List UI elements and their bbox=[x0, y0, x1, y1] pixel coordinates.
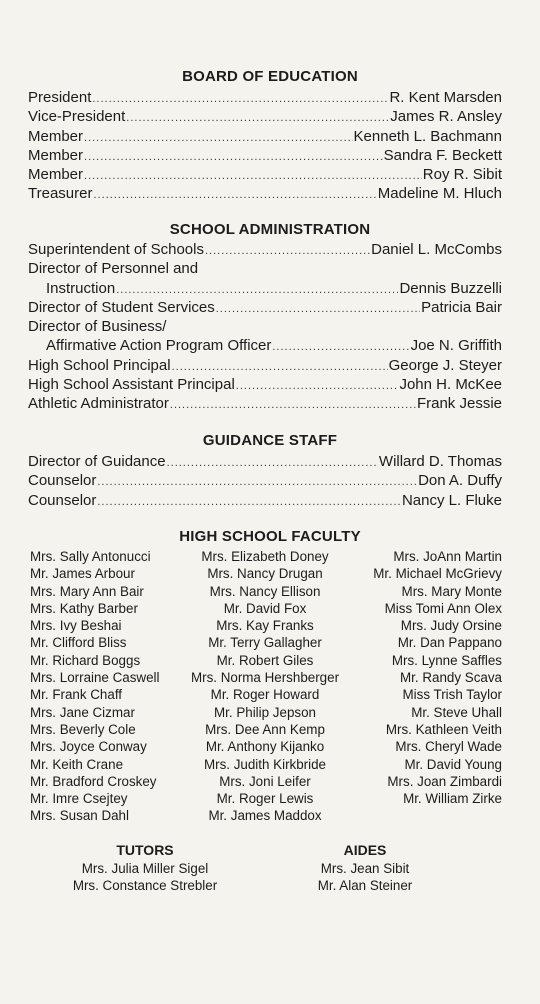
faculty-name: Mrs. Mary Ann Bair bbox=[30, 583, 144, 599]
person-name: Daniel L. McCombs bbox=[371, 241, 502, 258]
faculty-column-2 bbox=[180, 548, 350, 825]
faculty-name: Mrs. Kay Franks bbox=[216, 618, 314, 634]
person-name: Roy R. Sibit bbox=[422, 166, 502, 184]
leader-dots bbox=[126, 109, 389, 128]
leader-dots bbox=[92, 90, 388, 109]
board-list bbox=[28, 88, 502, 204]
admin-row bbox=[28, 279, 502, 298]
faculty-name: Mr. Dan Pappano bbox=[397, 635, 502, 651]
faculty-name: Miss Tomi Ann Olex bbox=[384, 600, 502, 616]
guidance-heading: GUIDANCE STAFF bbox=[202, 432, 338, 449]
faculty-name: Mr. Randy Scava bbox=[400, 670, 502, 686]
leader-dots bbox=[216, 300, 420, 319]
faculty-name: Mr. Frank Chaff bbox=[30, 687, 123, 703]
person-name: John H. McKee bbox=[399, 376, 502, 394]
admin-row bbox=[28, 240, 502, 259]
leader-dots bbox=[97, 493, 401, 512]
faculty-name: Mr. James Arbour bbox=[30, 566, 135, 582]
faculty-name: Mr. Keith Crane bbox=[30, 756, 124, 772]
person-name: Dennis Buzzelli bbox=[399, 279, 502, 297]
role-label: High School Assistant Principal bbox=[28, 376, 235, 394]
faculty-name: Mr. William Zirke bbox=[403, 791, 502, 807]
role-label: President bbox=[28, 89, 92, 106]
faculty-name: Mrs. Judy Orsine bbox=[400, 618, 502, 634]
faculty-name: Mr. Imre Csejtey bbox=[30, 791, 128, 807]
faculty-name: Mr. James Maddox bbox=[208, 808, 322, 824]
role-label: Counselor bbox=[28, 472, 97, 490]
tutors-list bbox=[50, 860, 240, 895]
leader-dots bbox=[84, 148, 383, 167]
role-label: Instruction bbox=[46, 279, 116, 297]
tutor-name: Mrs. Julia Miller Sigel bbox=[81, 861, 209, 876]
person-name: George J. Steyer bbox=[388, 356, 502, 374]
faculty-name: Mrs. Kathy Barber bbox=[30, 600, 138, 616]
role-label: Director of Guidance bbox=[28, 453, 166, 470]
role-label: Member bbox=[28, 127, 84, 145]
faculty-name: Mrs. Jane Cizmar bbox=[30, 704, 135, 720]
aide-name: Mrs. Jean Sibit bbox=[320, 861, 410, 876]
faculty-heading: HIGH SCHOOL FACULTY bbox=[179, 528, 361, 545]
board-row bbox=[28, 165, 502, 184]
administration-heading: SCHOOL ADMINISTRATION bbox=[169, 221, 371, 238]
role-label: Director of Personnel and bbox=[28, 260, 199, 278]
person-name: Don A. Duffy bbox=[418, 472, 502, 490]
board-heading: BOARD OF EDUCATION bbox=[182, 68, 358, 85]
tutor-name: Mrs. Constance Strebler bbox=[72, 878, 218, 894]
leader-dots bbox=[84, 129, 353, 148]
leader-dots bbox=[205, 242, 370, 261]
faculty-name: Mrs. Nancy Drugan bbox=[207, 566, 323, 582]
faculty-name: Mrs. Susan Dahl bbox=[30, 808, 129, 824]
faculty-name: Mrs. Nancy Ellison bbox=[209, 583, 321, 599]
role-label: Athletic Administrator bbox=[28, 395, 169, 413]
faculty-name: Mrs. Judith Kirkbride bbox=[203, 756, 327, 772]
person-name: Sandra F. Beckett bbox=[383, 146, 502, 164]
guidance-row bbox=[28, 491, 502, 510]
aides-heading: AIDES bbox=[343, 842, 387, 858]
role-label: Vice-President bbox=[28, 108, 126, 126]
board-row bbox=[28, 184, 502, 203]
role-label: Director of Student Services bbox=[28, 298, 215, 316]
role-label: Affirmative Action Program Officer bbox=[46, 337, 272, 355]
faculty-name: Mr. Clifford Bliss bbox=[30, 635, 127, 651]
faculty-name: Mrs. Ivy Beshai bbox=[30, 618, 122, 634]
person-name: R. Kent Marsden bbox=[389, 89, 502, 106]
faculty-name: Mrs. Beverly Cole bbox=[30, 721, 136, 737]
admin-row bbox=[28, 356, 502, 375]
faculty-name: Mrs. Joan Zimbardi bbox=[387, 773, 502, 789]
person-name: Willard D. Thomas bbox=[378, 453, 502, 470]
person-name: Frank Jessie bbox=[416, 395, 502, 413]
faculty-name: Mr. Philip Jepson bbox=[214, 704, 316, 720]
administration-list bbox=[28, 240, 502, 414]
faculty-name: Mrs. Joni Leifer bbox=[219, 773, 311, 789]
faculty-name: Mrs. Elizabeth Doney bbox=[201, 549, 329, 564]
faculty-name: Miss Trish Taylor bbox=[402, 687, 502, 703]
role-label: Director of Business/ bbox=[28, 318, 167, 336]
aides-list bbox=[280, 860, 450, 895]
role-label: Treasurer bbox=[28, 185, 93, 203]
role-label: High School Principal bbox=[28, 356, 171, 374]
person-name: Joe N. Griffith bbox=[410, 337, 502, 355]
faculty-name: Mrs. Mary Monte bbox=[401, 583, 502, 599]
leader-dots bbox=[84, 167, 422, 186]
faculty-name: Mr. Anthony Kijanko bbox=[205, 739, 325, 755]
faculty-name: Mr. Michael McGrievy bbox=[373, 566, 502, 582]
faculty-name: Mr. Roger Howard bbox=[210, 687, 320, 703]
leader-dots bbox=[93, 186, 376, 205]
role-label: Member bbox=[28, 166, 84, 184]
guidance-row bbox=[28, 452, 502, 471]
guidance-row bbox=[28, 471, 502, 490]
admin-row bbox=[28, 375, 502, 394]
role-label: Counselor bbox=[28, 491, 97, 509]
faculty-name: Mr. Roger Lewis bbox=[216, 791, 314, 807]
faculty-name: Mr. Steve Uhall bbox=[411, 704, 502, 720]
faculty-name: Mr. Robert Giles bbox=[216, 652, 314, 668]
person-name: James R. Ansley bbox=[390, 108, 502, 126]
board-row bbox=[28, 88, 502, 107]
admin-row bbox=[28, 336, 502, 355]
faculty-name: Mrs. Joyce Conway bbox=[30, 739, 147, 755]
leader-dots bbox=[97, 473, 417, 492]
faculty-name: Mrs. Lynne Saffles bbox=[391, 652, 502, 668]
leader-dots bbox=[167, 454, 378, 473]
leader-dots bbox=[170, 396, 416, 415]
faculty-name: Mr. David Young bbox=[404, 756, 502, 772]
faculty-name: Mrs. Dee Ann Kemp bbox=[205, 721, 325, 737]
tutors-heading: TUTORS bbox=[116, 842, 174, 858]
board-row bbox=[28, 146, 502, 165]
person-name: Madeline M. Hluch bbox=[377, 185, 502, 203]
faculty-column-1 bbox=[30, 548, 159, 825]
faculty-column-3 bbox=[340, 548, 502, 807]
faculty-name: Mrs. Norma Hershberger bbox=[190, 670, 340, 686]
admin-row bbox=[28, 298, 502, 317]
person-name: Nancy L. Fluke bbox=[401, 491, 502, 509]
faculty-name: Mr. David Fox bbox=[223, 600, 307, 616]
role-label: Superintendent of Schools bbox=[28, 241, 204, 258]
board-row bbox=[28, 107, 502, 126]
leader-dots bbox=[236, 377, 399, 396]
faculty-name: Mrs. JoAnn Martin bbox=[393, 549, 502, 564]
admin-row bbox=[28, 394, 502, 413]
aide-name: Mr. Alan Steiner bbox=[317, 878, 413, 894]
role-label: Member bbox=[28, 146, 84, 164]
person-name: Patricia Bair bbox=[421, 298, 502, 316]
faculty-name: Mrs. Kathleen Veith bbox=[385, 721, 502, 737]
faculty-name: Mrs. Sally Antonucci bbox=[30, 549, 151, 564]
faculty-name: Mr. Richard Boggs bbox=[30, 652, 141, 668]
faculty-name: Mr. Terry Gallagher bbox=[208, 635, 322, 651]
faculty-name: Mr. Bradford Croskey bbox=[30, 773, 157, 789]
guidance-list bbox=[28, 452, 502, 510]
person-name: Kenneth L. Bachmann bbox=[353, 127, 502, 145]
faculty-name: Mrs. Cheryl Wade bbox=[395, 739, 502, 755]
faculty-name: Mrs. Lorraine Caswell bbox=[30, 670, 160, 686]
board-row bbox=[28, 127, 502, 146]
